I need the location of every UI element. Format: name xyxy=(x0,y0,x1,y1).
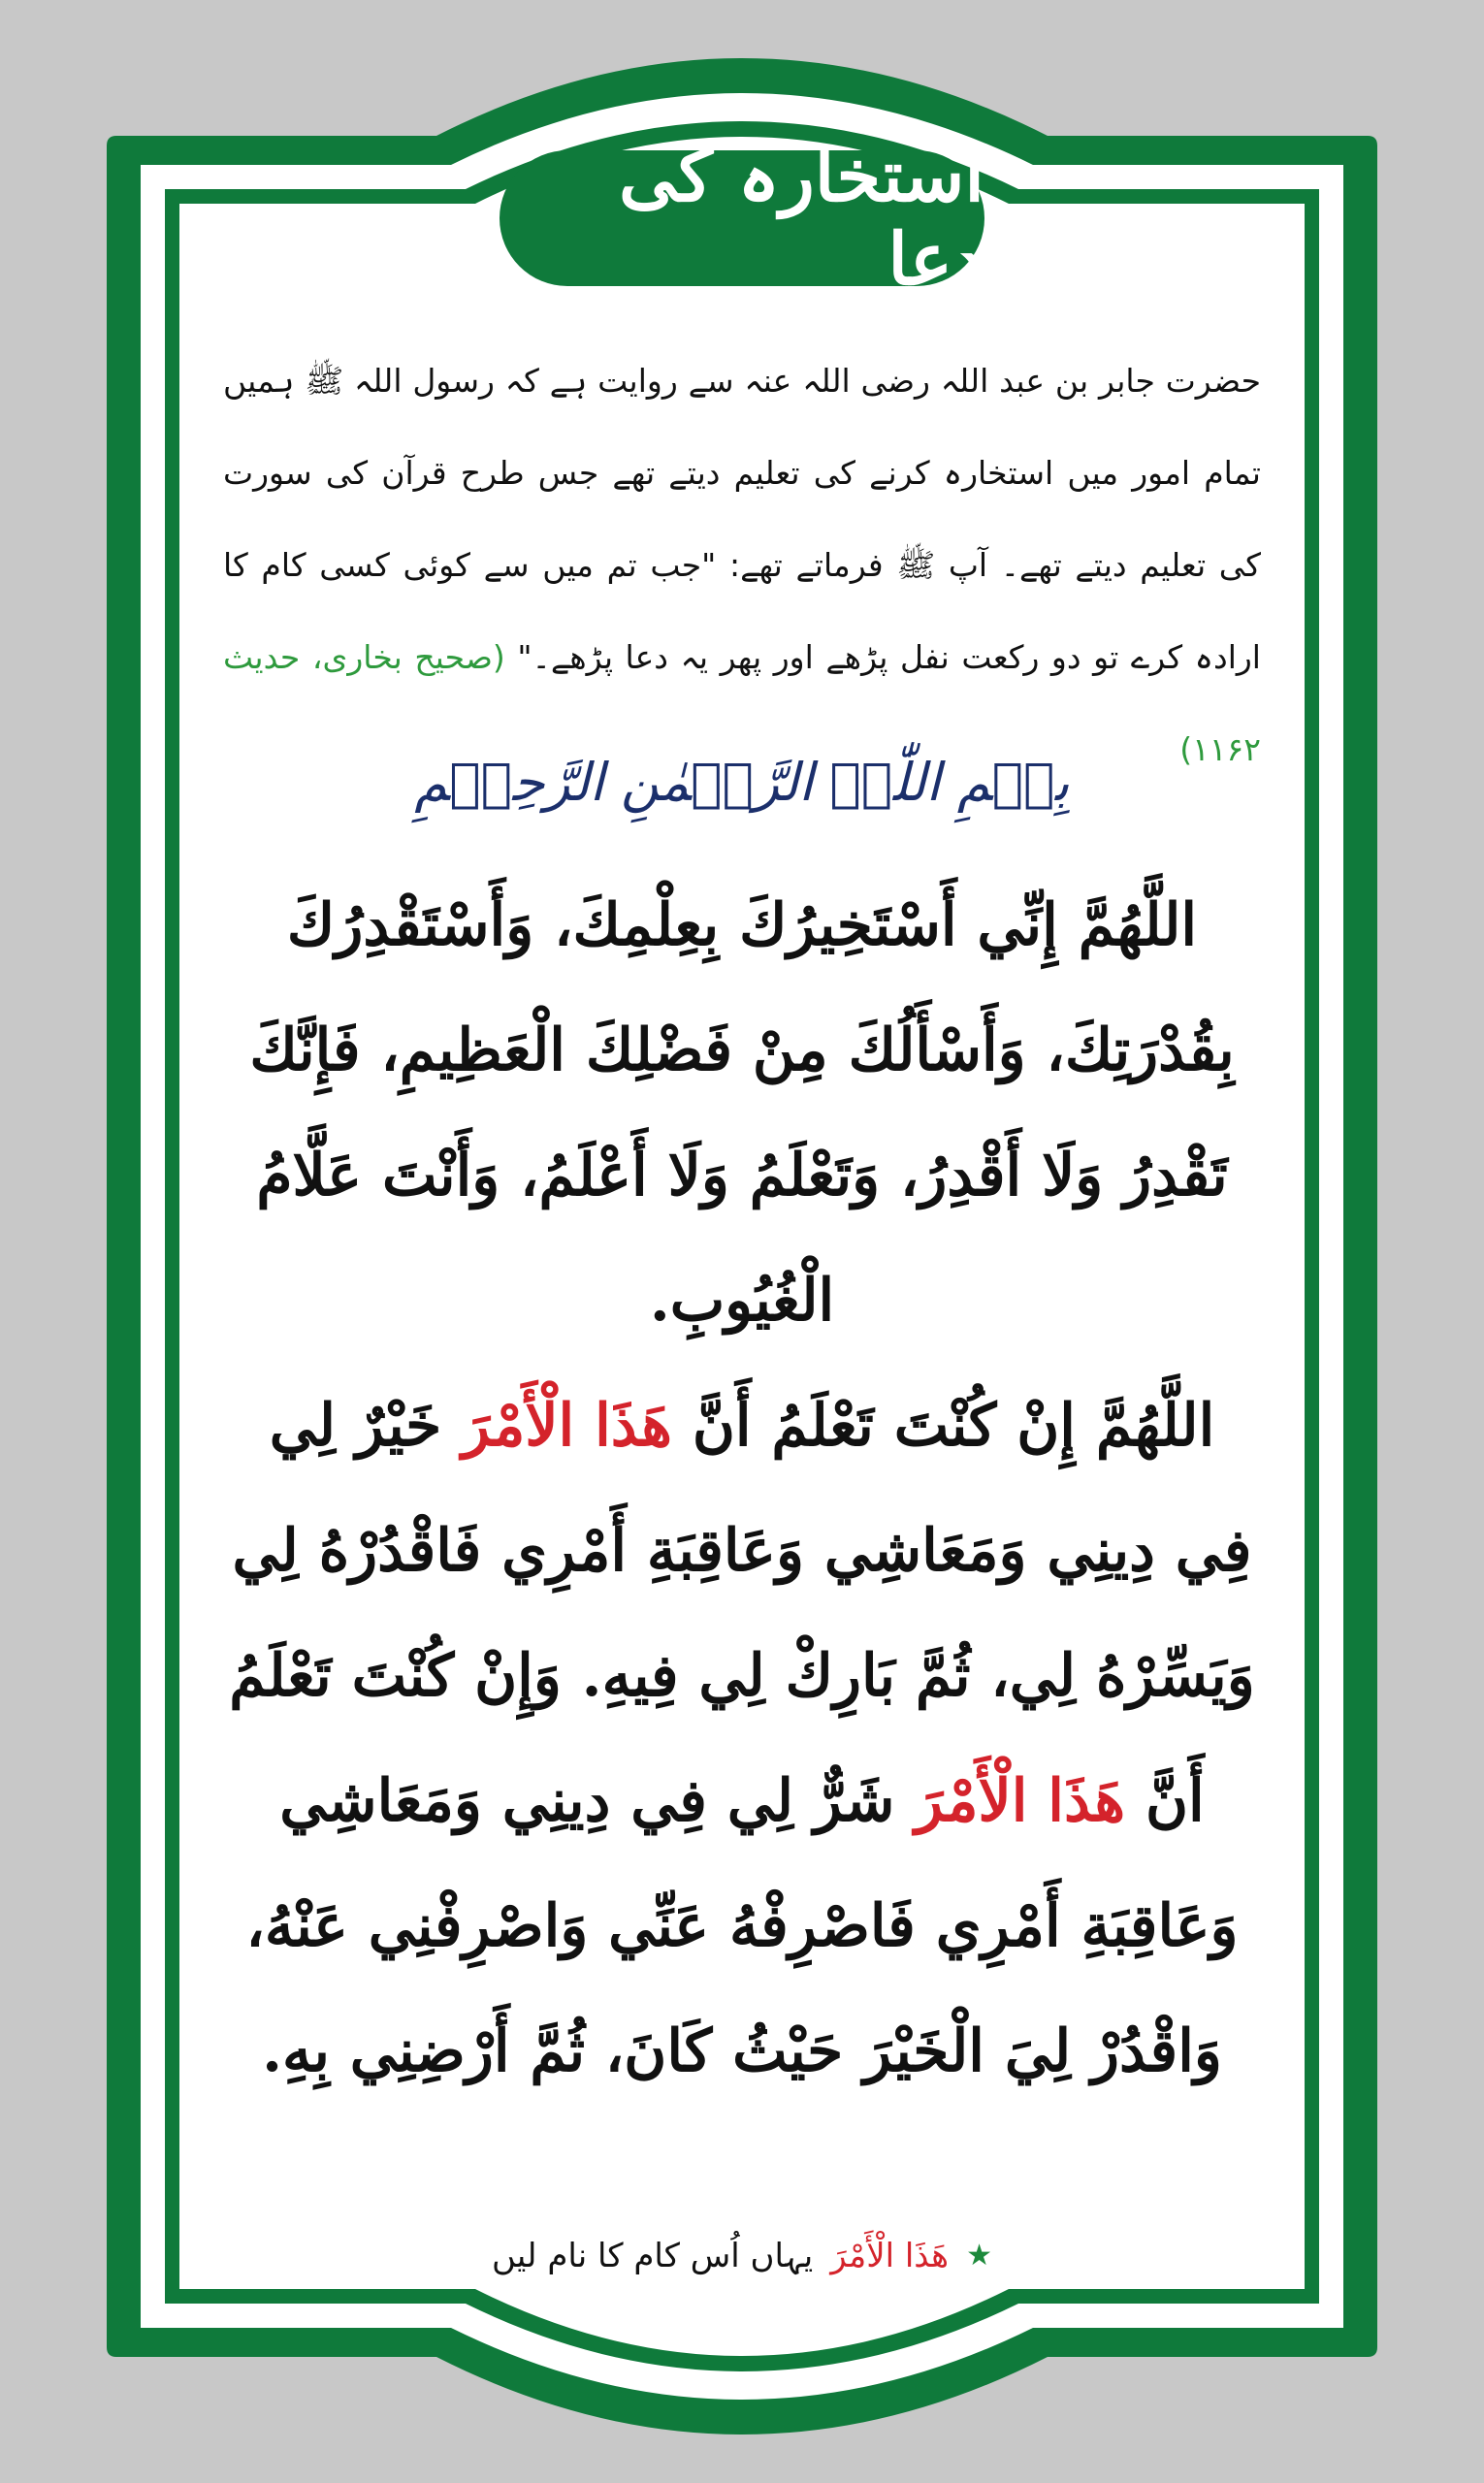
page-title: استخارہ کی دعا xyxy=(619,135,984,302)
intro-text: حضرت جابر بن عبد اللہ رضی اللہ عنہ سے روایت ہے کہ رسول اللہ ﷺ ہمیں تمام امور میں استخارہ کرنے کی تعلیم دیتے تھے جس طرح قرآن کی سورت کی تعلیم دیتے تھے۔ آپ ﷺ فرماتے تھے: "جب تم میں سے کوئی کسی کام کا ارادہ کرے تو دو رکعت نفل پڑھے اور پھر یہ دعا پڑھے۔" xyxy=(223,362,1261,676)
dua-part-2b: خَيْرٌ لِي فِي دِينِي وَمَعَاشِي وَعَاقِبَةِ أَمْرِي فَاقْدُرْهُ لِي وَيَسِّرْهُ لِي، ثُمَّ بَارِكْ لِي فِيهِ. وَإِنْ كُنْتَ تَعْلَمُ أَنَّ xyxy=(229,1392,1255,1835)
dua-text xyxy=(223,863,1261,2114)
dua-part-2a: اللَّهُمَّ إِنْ كُنْتَ تَعْلَمُ أَنَّ xyxy=(692,1392,1215,1460)
bismillah: بِسۡمِ اللّٰہِ الرَّحۡمٰنِ الرَّحِیۡمِ xyxy=(414,752,1070,813)
hadha-al-amr-highlight-2: هَذَا الْأَمْرَ xyxy=(915,1767,1126,1835)
hadith-reference: (صحیح بخاری، حدیث ۱۱۶۲) xyxy=(223,638,1261,768)
title-banner xyxy=(500,135,984,302)
footnote xyxy=(223,2236,1261,2275)
dua-part-2 xyxy=(223,1364,1261,2114)
star-icon: ★ xyxy=(966,2239,992,2273)
intro-paragraph xyxy=(223,335,1261,795)
footnote-note: یہاں اُس کام کا نام لیں xyxy=(492,2237,814,2275)
dua-part-1: اللَّهُمَّ إِنِّي أَسْتَخِيرُكَ بِعِلْمِكَ، وَأَسْتَقْدِرُكَ بِقُدْرَتِكَ، وَأَسْأَلُكَ مِنْ فَضْلِكَ الْعَظِيمِ، فَإِنَّكَ تَقْدِرُ وَلَا أَقْدِرُ، وَتَعْلَمُ وَلَا أَعْلَمُ، وَأَنْتَ عَلَّامُ الْغُيُوبِ. xyxy=(249,891,1235,1335)
dua-part-2c: شَرٌّ لِي فِي دِينِي وَمَعَاشِي وَعَاقِبَةِ أَمْرِي فَاصْرِفْهُ عَنِّي وَاصْرِفْنِي عَنْهُ، وَاقْدُرْ لِيَ الْخَيْرَ حَيْثُ كَانَ، ثُمَّ أَرْضِنِي بِهِ. xyxy=(245,1767,1239,2085)
footnote-term: هَذَا الْأَمْرَ xyxy=(830,2236,950,2275)
hadha-al-amr-highlight: هَذَا الْأَمْرَ xyxy=(462,1392,672,1460)
